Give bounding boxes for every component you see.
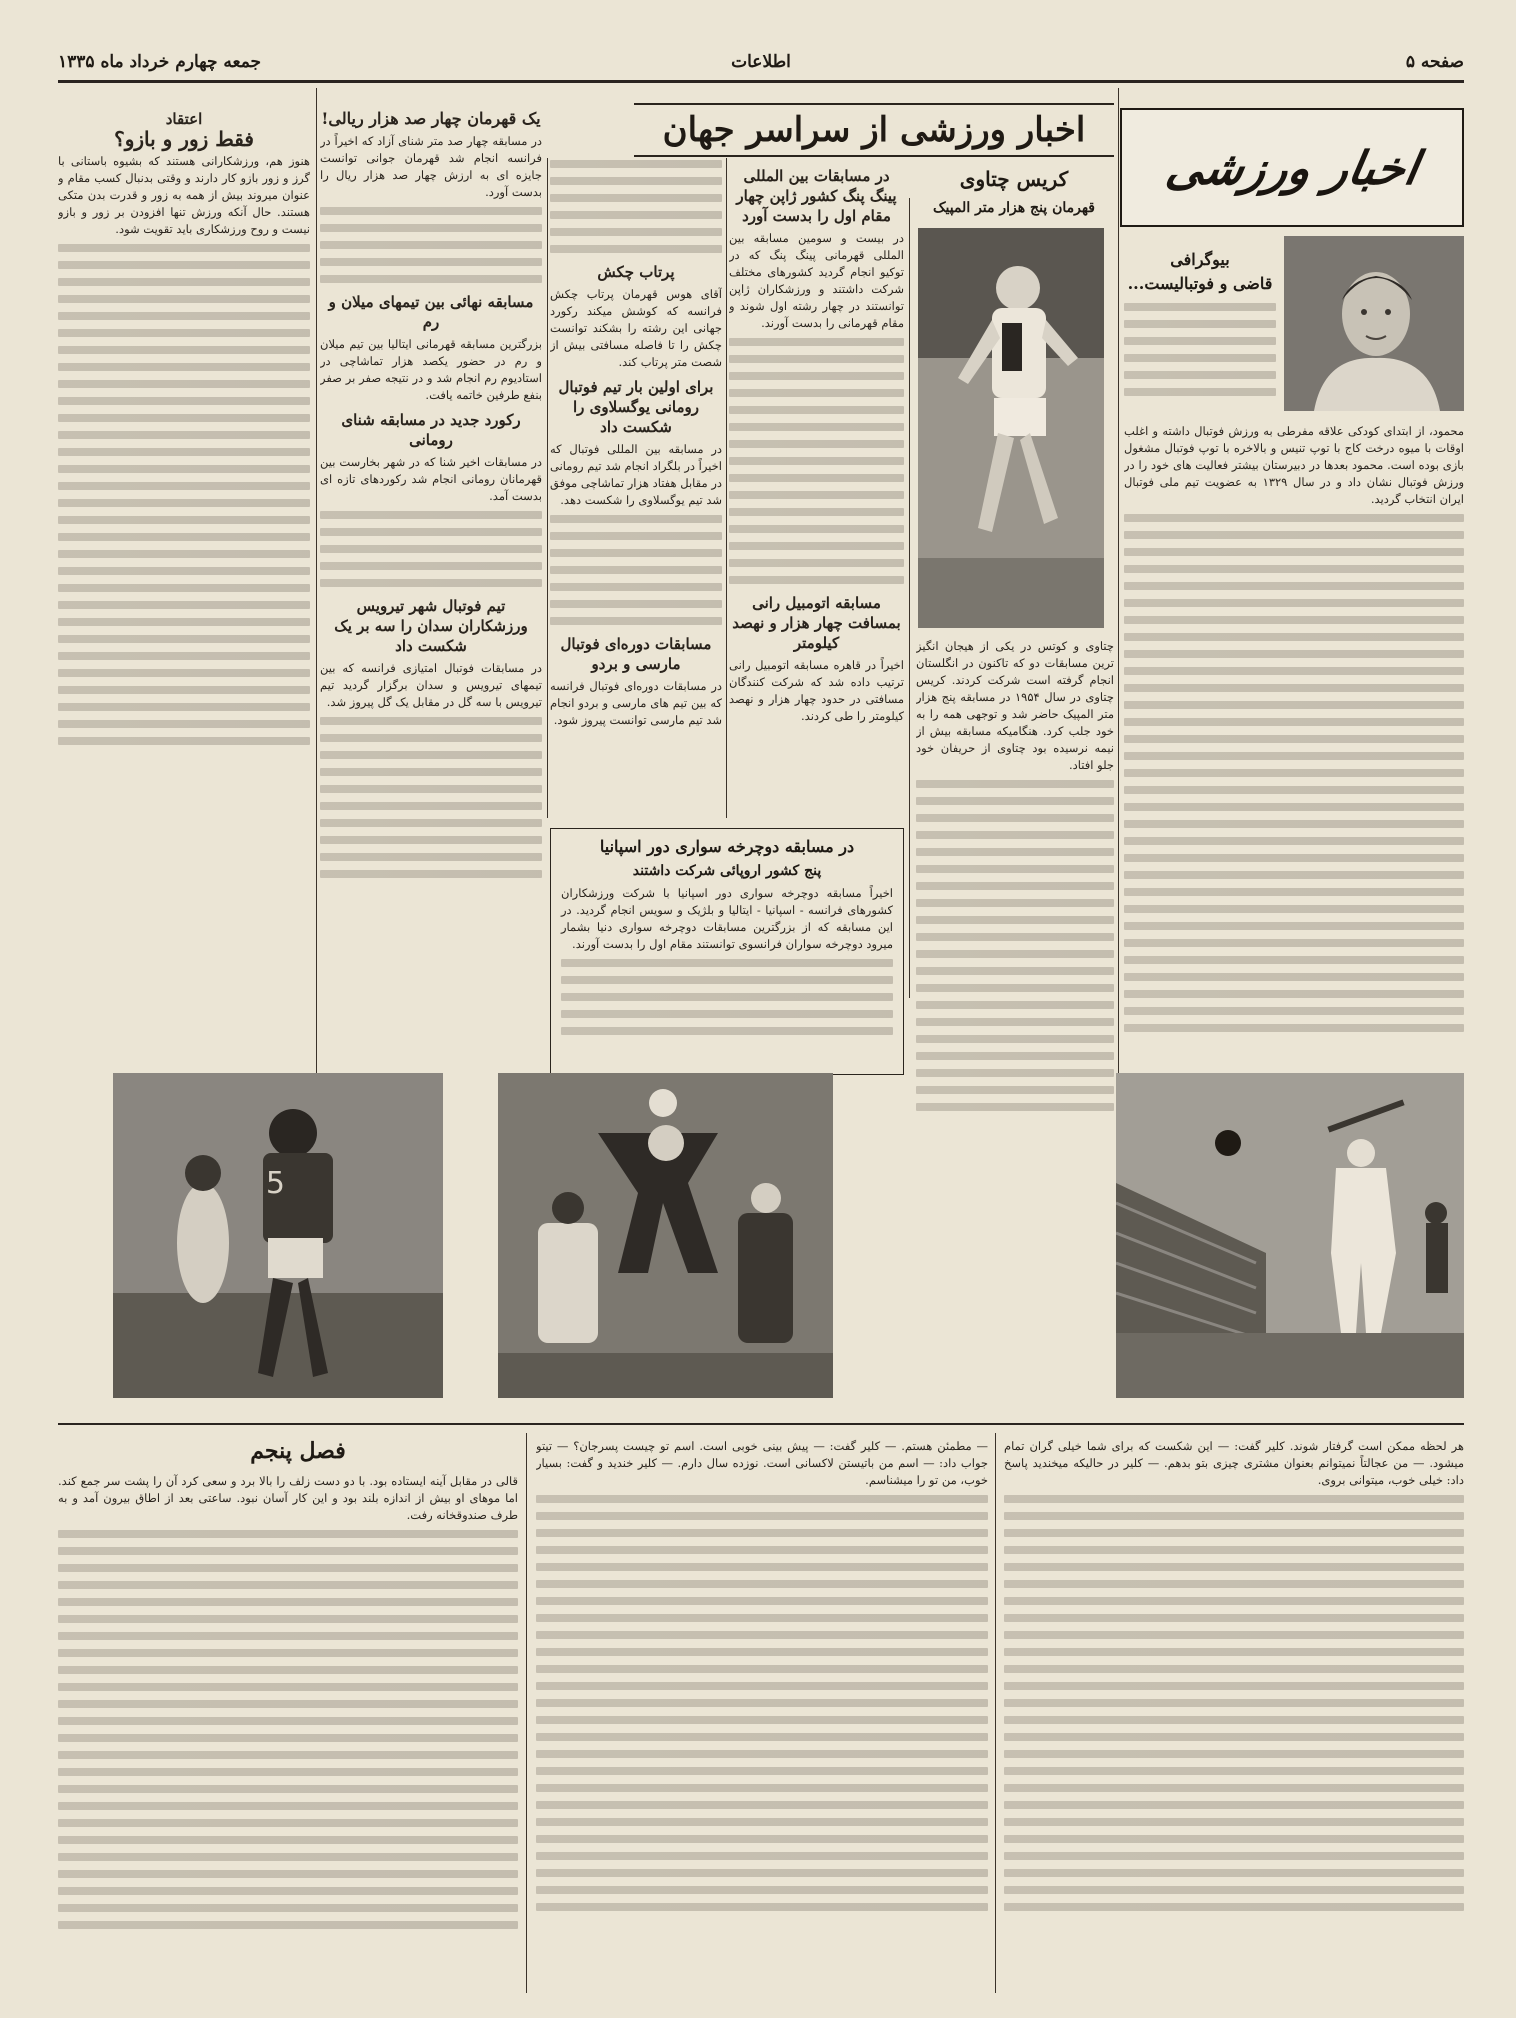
relay-text: در مسابقات دوره‌ای فوتبال فرانسه که بین تیم های مارسی و بردو انجام شد تیم مارسی توانست پیروز شود. <box>550 679 722 727</box>
serial-column-middle <box>536 1438 988 1993</box>
column-rule <box>909 198 910 998</box>
portrait-photo <box>1284 236 1464 411</box>
bio-title-2: قاضی و فوتبالیست... <box>1127 274 1273 293</box>
pingpong-title: در مسابقات بین المللی پینگ پنگ کشور ژاپن چهار مقام اول را بدست آورد <box>736 167 897 225</box>
record-text: در مسابقات اخیر شنا که در شهر بخارست بین قهرمانان رومانی انجام شد رکوردهای تازه ای بدست آمد. <box>320 455 542 503</box>
pingpong-text: در بیست و سومین مسابقه بین المللی قهرمانی پینگ پنگ که در توکیو انجام گردید کشورهای مختلف شرکت داشتند و ورزشکاران ژاپن توانستند در چهار رشته اول شوند و مقام قهرمانی را بدست آورند. <box>729 231 904 330</box>
yugo-text: در مسابقه بین المللی فوتبال که اخیراً در بلگراد انجام شد تیم رومانی در مقابل هفتاد هزار تماشاچی موفق شد تیم یوگسلاوی را شکست دهد. <box>550 442 722 507</box>
column-rule <box>526 1433 527 1993</box>
newspaper-name: اطلاعات <box>731 52 791 72</box>
bicycle-box <box>550 828 904 1075</box>
column-rule <box>726 158 727 818</box>
serial-title: فصل پنجم <box>250 1438 346 1464</box>
pingpong-column <box>729 160 904 820</box>
car-race-title: مسابقه اتومبیل رانی بمسافت چهار هزار و نهصد کیلومتر <box>732 594 901 652</box>
main-headline: اخبار ورزشی از سراسر جهان <box>634 103 1114 157</box>
football-photo-center <box>498 1073 833 1398</box>
hammer-text: آقای هوس قهرمان پرتاب چکش فرانسه که کوشش میکند رکورد جهانی این رشته را بشکند توانست چکش را تا فاصله مسافتی بیش از شصت متر پرتاب کند. <box>550 287 722 369</box>
column-rule <box>547 158 548 818</box>
column-rule <box>1118 88 1119 1118</box>
bio-article <box>1124 423 1464 1083</box>
serial-text-1: قالی در مقابل آینه ایستاده بود. با دو دست زلف را بالا برد و سعی کرد آن را پشت سر جمع کند. اما موهای او بیش از اندازه بلند بود و این کار آسان نبود. ساعتی بعد از اطاق بیرون آمد و به طرف صندوقخانه رفت. <box>58 1474 518 1522</box>
serial-text-3: هر لحظه ممکن است گرفتار شوند. کلیر گفت: — این شکست که برای شما خیلی گران تمام میشود. — من عجالتاً نمیتوانم بعنوان مشتری چیزی بتو بدهم. — کلیر در حالیکه میخندید پاسخ داد: خیلی خوب، میتوانی بروی. <box>1004 1439 1464 1487</box>
belief-title-1: اعتقاد <box>165 110 203 128</box>
milan-text: بزرگترین مسابقه قهرمانی ایتالیا بین تیم میلان و رم در حضور یکصد هزار تماشاچی در استادیوم رم انجام شد و در نتیجه صفر بر صفر بنفع طرفین خاتمه یافت. <box>320 337 542 402</box>
belief-text: هنوز هم، ورزشکارانی هستند که بشیوه باستانی با گرز و زور بازو کار دارند و وقتی بدنبال کسب مقام و عنوان میروند بیش از همه به زور و قدرت بدن متکی هستند. حال آنکه ورزش تنها افزودن بر زور و بازو نیست و روح ورزشکاری باید تقویت شود. <box>58 154 310 236</box>
chris-title: کریس چتاوی <box>959 167 1069 191</box>
hammer-column <box>550 160 722 820</box>
newspaper-page <box>58 48 1464 1998</box>
champion-title: یک قهرمان چهار صد هزار ریالی! <box>321 109 541 128</box>
bicycle-title-1: در مسابقه دوچرخه سواری دور اسپانیا <box>599 837 855 856</box>
header-rule <box>58 80 1464 83</box>
relay-title: مسابقات دوره‌ای فوتبال مارسی و بردو <box>560 635 712 673</box>
news-column-5 <box>320 103 542 1078</box>
football-image-center <box>498 1073 833 1398</box>
record-title: رکورد جدید در مسابقه شنای رومانی <box>341 411 521 449</box>
chris-text: چتاوی و کوتس در یکی از هیجان انگیز ترین مسابقات دو که تاکنون در انگلستان انجام گرفته است شرکت کردند. کریس چتاوی در سال ۱۹۵۴ در مسابقه پنج هزار متر المپیک حاضر شد و توجهی همه را به خود جلب کرد. هنگامیکه مسابقه بیش از نیمه نرسیده بود چتاوی از حریفان خود جلو افتاد. <box>916 639 1114 772</box>
belief-column <box>58 103 310 1078</box>
serial-column-right <box>1004 1438 1464 1993</box>
football-image-right <box>1116 1073 1464 1398</box>
bicycle-text: اخیراً مسابقه دوچرخه سواری دور اسپانیا با شرکت ورزشکاران کشورهای فرانسه - اسپانیا - ایتالیا و بلژیک و سویس انجام گردید. در این مسابقه که از بزرگترین مسابقات دوچرخه سواری دنیا بشمار میرود دوچرخه سواران فرانسوی توانستند مقام اول را بدست آورند. <box>561 886 893 951</box>
chris-subtitle: قهرمان پنج هزار متر المپیک <box>932 200 1095 216</box>
bicycle-title-2: پنج کشور اروپائی شرکت داشتند <box>632 863 822 879</box>
runner-image <box>918 228 1104 628</box>
portrait-image <box>1284 236 1464 411</box>
football-photo-right <box>1116 1073 1464 1398</box>
bio-text: محمود، از ابتدای کودکی علاقه مفرطی به ورزش فوتبال داشته و اغلب اوقات با میوه درخت کاج با توپ تنیس و بالاخره با توپ فوتبال مشغول بازی بوده است. محمود بعدها در دبیرستان بیشتر فعالیت های خود را در ورزش فوتبال نشان داد و در سال ۱۳۲۹ به عضویت تیم ملی فوتبال ایران انتخاب گردید. <box>1124 424 1464 506</box>
team-text: در مسابقات فوتبال امتیازی فرانسه که بین تیمهای تیرویس و سدان برگزار گردید تیم تیرویس با سه گل در مقابل یک گل پیروز شد. <box>320 661 542 709</box>
champion-text: در مسابقه چهار صد متر شنای آزاد که اخیراً در فرانسه انجام شد قهرمان جوانی توانست جایزه ای به ارزش چهار صد هزار ریال را بدست آورد. <box>320 134 542 199</box>
bio-filler-lines <box>1124 303 1276 413</box>
issue-date: جمعه چهارم خرداد ماه ۱۳۳۵ <box>58 52 262 72</box>
bicycle-body <box>551 885 903 1055</box>
team-title: تیم فوتبال شهر تیرویس ورزشکاران سدان را سه بر یک شکست داد <box>334 597 528 655</box>
serial-top-rule <box>58 1423 1464 1425</box>
milan-title: مسابقه نهائی بین تیمهای میلان و رم <box>328 293 534 331</box>
page-number: صفحه ۵ <box>1405 52 1464 72</box>
bio-title-1: بیوگرافی <box>1170 250 1230 269</box>
football-image-left <box>113 1073 443 1398</box>
serial-column-left <box>58 1473 518 1993</box>
logo-text: اخبار ورزشی <box>1161 140 1423 195</box>
chris-article <box>916 638 1114 1118</box>
yugo-title: برای اولین بار تیم فوتبال رومانی یوگسلاوی را شکست داد <box>558 378 714 436</box>
svg-text:5: 5 <box>265 1166 285 1201</box>
column-rule <box>995 1433 996 1993</box>
belief-title-2: فقط زور و بازو؟ <box>114 127 254 151</box>
football-photo-left <box>113 1073 443 1398</box>
serial-text-2: — مطمئن هستم. — کلیر گفت: — پیش بینی خوبی است. اسم تو چیست پسرجان؟ — تیتو جواب داد: — اسم من باتیستن لاکسانی است. نوزده سال دارم. — کلیر خندید و گفت: بسیار خوب، من تو را میشناسم. <box>536 1439 988 1487</box>
sport-section-logo <box>1120 108 1464 227</box>
car-race-text: اخیراً در قاهره مسابقه اتومبیل رانی ترتیب داده شد که شرکت کنندگان مسافتی در حدود چهار هزار و نهصد کیلومتر را طی کردند. <box>729 658 904 723</box>
hammer-title: پرتاب چکش <box>597 263 675 281</box>
runner-photo <box>918 228 1104 628</box>
column-rule <box>316 88 317 1118</box>
